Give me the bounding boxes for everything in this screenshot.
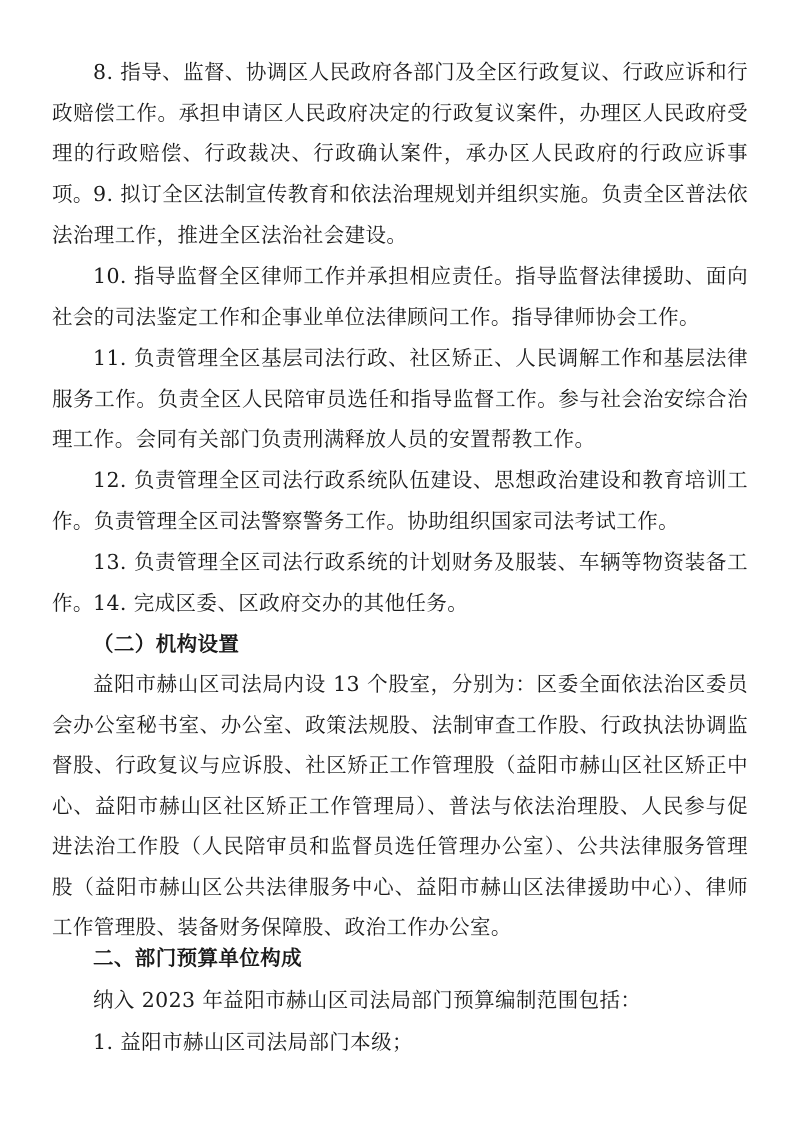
duty-item-9: 9. 拟订全区法制宣传教育和依法治理规划并组织实施。负责全区普法依法治理工作，推进全区法治社会建设。	[52, 182, 748, 247]
section-heading-org-structure: （二）机构设置	[93, 632, 240, 656]
budget-scope-paragraph: 纳入 2023 年益阳市赫山区司法局部门预算编制范围包括：	[93, 988, 642, 1012]
duty-item-10: 10. 指导监督全区律师工作并承担相应责任。指导监督法律援助、面向社会的司法鉴定工作和企事业单位法律顾问工作。指导律师协会工作。	[52, 264, 748, 329]
duty-item-14: 14. 完成区委、区政府交办的其他任务。	[93, 591, 469, 615]
duty-item-11: 11. 负责管理全区基层司法行政、社区矫正、人民调解工作和基层法律服务工作。负责全区人民陪审员选任和指导监督工作。参与社会治安综合治理工作。会同有关部门负责刑满释放人员的安置帮教工作。	[52, 346, 748, 451]
section-heading-budget-units: 二、部门预算单位构成	[93, 946, 302, 970]
org-structure-paragraph: 益阳市赫山区司法局内设 13 个股室，分别为：区委全面依法治区委员会办公室秘书室、办公室、政策法规股、法制审查工作股、行政执法协调监督股、行政复议与应诉股、社区矫正工作管理股（益阳市赫山区社区矫正中心、益阳市赫山区社区矫正工作管理局）、普法与依法治理股、人民参与促进法治工作股（人民陪审员和监督员选任管理办公室）、公共法律服务管理股（益阳市赫山区公共法律服务中心、益阳市赫山区法律援助中心）、律师工作管理股、装备财务保障股、政治工作办公室。	[52, 672, 748, 939]
duty-item-8: 8. 指导、监督、协调区人民政府各部门及全区行政复议、行政应诉和行政赔偿工作。承担申请区人民政府决定的行政复议案件，办理区人民政府受理的行政赔偿、行政裁决、行政确认案件，承办区人民政府的行政应诉事项。	[52, 60, 748, 206]
budget-unit-item-1: 1. 益阳市赫山区司法局部门本级；	[93, 1030, 413, 1054]
duty-item-12: 12. 负责管理全区司法行政系统队伍建设、思想政治建设和教育培训工作。负责管理全区司法警察警务工作。协助组织国家司法考试工作。	[52, 468, 748, 533]
duty-item-13: 13. 负责管理全区司法行政系统的计划财务及服装、车辆等物资装备工作。	[52, 550, 748, 615]
